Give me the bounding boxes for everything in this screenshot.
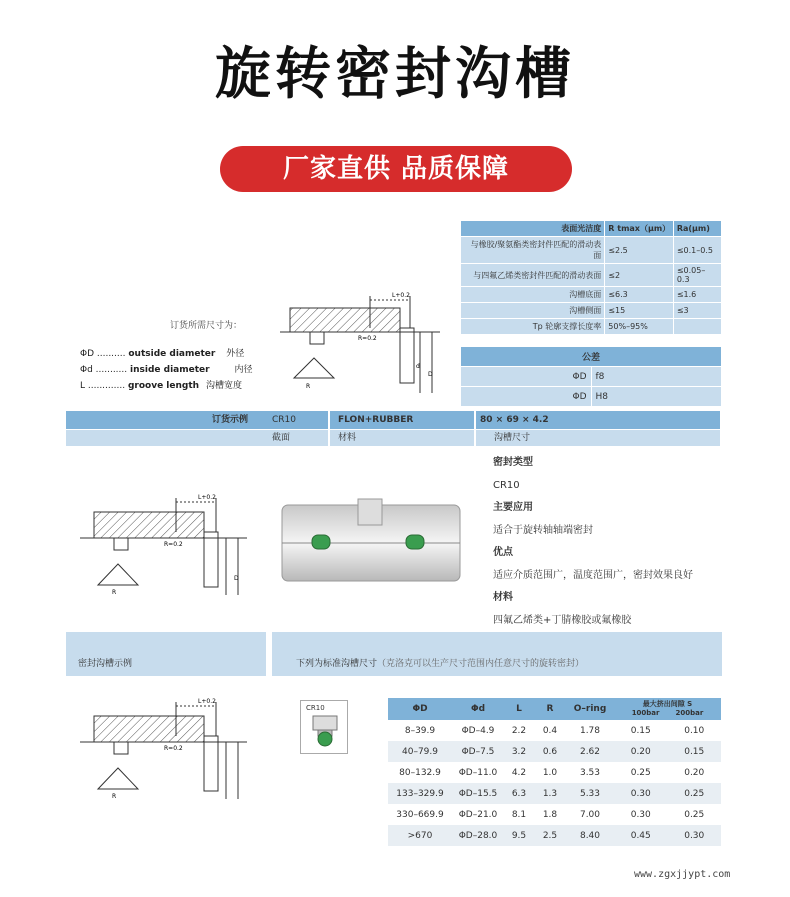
groove-drawing-bottom (72, 694, 262, 804)
seal-info (493, 452, 693, 632)
order-dims-label: 订货所需尺寸为： (170, 321, 243, 331)
surface-row-ra: ≤0.1–0.5 (673, 237, 721, 264)
surface-row-rt: ≤15 (605, 303, 674, 319)
table-row: 133–329.9 ΦD–15.5 6.3 1.3 5.33 0.30 0.25 (388, 783, 721, 804)
dim-line-outside: ΦD .......... outside diameter 外径 (80, 349, 245, 359)
surface-row-ra: ≤3 (673, 303, 721, 319)
order-example-material: FLON+RUBBER (338, 415, 414, 425)
table-row: 8–39.9 ΦD–4.9 2.2 0.4 1.78 0.15 0.10 (404, 725, 705, 736)
surface-row-label: Tp 轮廓支撑长度率 (461, 319, 605, 335)
info-material: 四氟乙烯类+丁腈橡胶或氟橡胶 (493, 614, 632, 626)
promo-banner: 厂家直供 品质保障 (220, 146, 572, 192)
col-material: 材料 (338, 433, 357, 443)
tolerance-table (460, 346, 722, 407)
dim-rr-label: R (112, 589, 117, 596)
col-header-oring: O–ring (566, 698, 614, 720)
info-seal-type-label: 密封类型 (493, 457, 533, 468)
table-row: 330–669.9 ΦD–21.0 8.1 1.8 7.00 0.30 0.25 (396, 809, 705, 820)
standard-groove-header (272, 632, 722, 676)
table-row: 40–79.9 ΦD–7.5 3.2 0.6 2.62 0.20 0.15 (388, 741, 721, 762)
surface-finish-table (460, 220, 722, 335)
info-material-label: 材料 (493, 592, 513, 603)
page-title: 旋转密封沟槽 (215, 42, 575, 107)
table-row: >670 ΦD–28.0 9.5 2.5 8.40 0.45 0.30 (388, 825, 721, 846)
info-seal-type: CR10 (493, 479, 520, 491)
cr10-label: CR10 (306, 704, 325, 712)
surface-row-label: 沟槽底面 (461, 287, 605, 303)
surface-row-rt: 50%–95% (605, 319, 674, 335)
dim-dd-label: d (416, 363, 420, 370)
order-columns-bar (66, 430, 720, 446)
order-example-code: CR10 (272, 415, 296, 425)
dim-l-label: L+0.2 (198, 494, 216, 501)
order-example-size: 80 × 69 × 4.2 (480, 415, 549, 425)
table-row: 80–132.9 ΦD–11.0 4.2 1.0 3.53 0.25 0.20 (399, 767, 705, 778)
col-header-d: Φd (452, 698, 504, 720)
watermark: www.zgxjjypt.com (634, 869, 731, 880)
tolerance-symbol: ΦD (461, 387, 592, 407)
order-dims-list (80, 346, 252, 394)
dim-r-label: R=0.2 (164, 745, 183, 752)
order-example-bar (66, 411, 720, 429)
dim-rr-label: R (112, 793, 117, 800)
surface-header-label: 表面光洁度 (461, 221, 605, 237)
dim-line-groove: L ............. groove length 沟槽宽度 (80, 381, 242, 391)
order-example-label: 订货示例 (212, 415, 249, 425)
col-groove: 沟槽尺寸 (494, 433, 531, 443)
dim-rr-label: R (306, 383, 311, 390)
surface-row-label: 与四氟乙烯类密封件匹配的滑动表面 (461, 264, 605, 287)
cr10-seal-icon (310, 714, 340, 748)
groove-example-header (66, 632, 266, 676)
surface-header-rt: R tmax（μm） (605, 221, 674, 237)
dim-r-label: R=0.2 (164, 541, 183, 548)
col-section: 截面 (272, 433, 291, 443)
tolerance-symbol: ΦD (461, 367, 592, 387)
standard-groove-table (388, 698, 721, 846)
dim-l-label: L+0.2 (392, 292, 410, 299)
col-header-D: ΦD (388, 698, 452, 720)
col-header-R: R (534, 698, 566, 720)
surface-header-ra: Ra(μm) (673, 221, 721, 237)
col-header-L: L (504, 698, 534, 720)
info-advantage: 适应介质范围广，温度范围广，密封效果良好 (493, 569, 693, 581)
groove-drawing-middle (72, 490, 262, 600)
col-header-extrusion-gap: 最大挤出间隙 S 100bar 200bar (614, 698, 721, 720)
surface-row-label: 沟槽侧面 (461, 303, 605, 319)
groove-drawing-top (270, 288, 455, 408)
dim-d-label: D (234, 575, 239, 582)
dim-l-label: L+0.2 (198, 698, 216, 705)
surface-row-rt: ≤2 (605, 264, 674, 287)
surface-row-ra: ≤1.6 (673, 287, 721, 303)
shaft-illustration (278, 495, 463, 585)
info-advantage-label: 优点 (493, 547, 513, 558)
dim-d-label: D (428, 371, 433, 378)
info-application: 适合于旋转轴轴端密封 (493, 524, 593, 536)
surface-row-rt: ≤2.5 (605, 237, 674, 264)
tolerance-header: 公差 (461, 347, 722, 367)
surface-row-ra (673, 319, 721, 335)
tolerance-value: H8 (591, 387, 722, 407)
dim-r-label: R=0.2 (358, 335, 377, 342)
surface-row-ra: ≤0.05–0.3 (673, 264, 721, 287)
surface-row-rt: ≤6.3 (605, 287, 674, 303)
surface-row-label: 与橡胶/聚氨酯类密封件匹配的滑动表面 (461, 237, 605, 264)
dim-line-inside: Φd ........... inside diameter 内径 (80, 365, 253, 375)
standard-groove-label: 下列为标准沟槽尺寸（克洛克可以生产尺寸范围内任意尺寸的旋转密封） (296, 659, 585, 669)
info-application-label: 主要应用 (493, 502, 533, 513)
groove-example-label: 密封沟槽示例 (78, 659, 133, 669)
tolerance-value: f8 (591, 367, 722, 387)
